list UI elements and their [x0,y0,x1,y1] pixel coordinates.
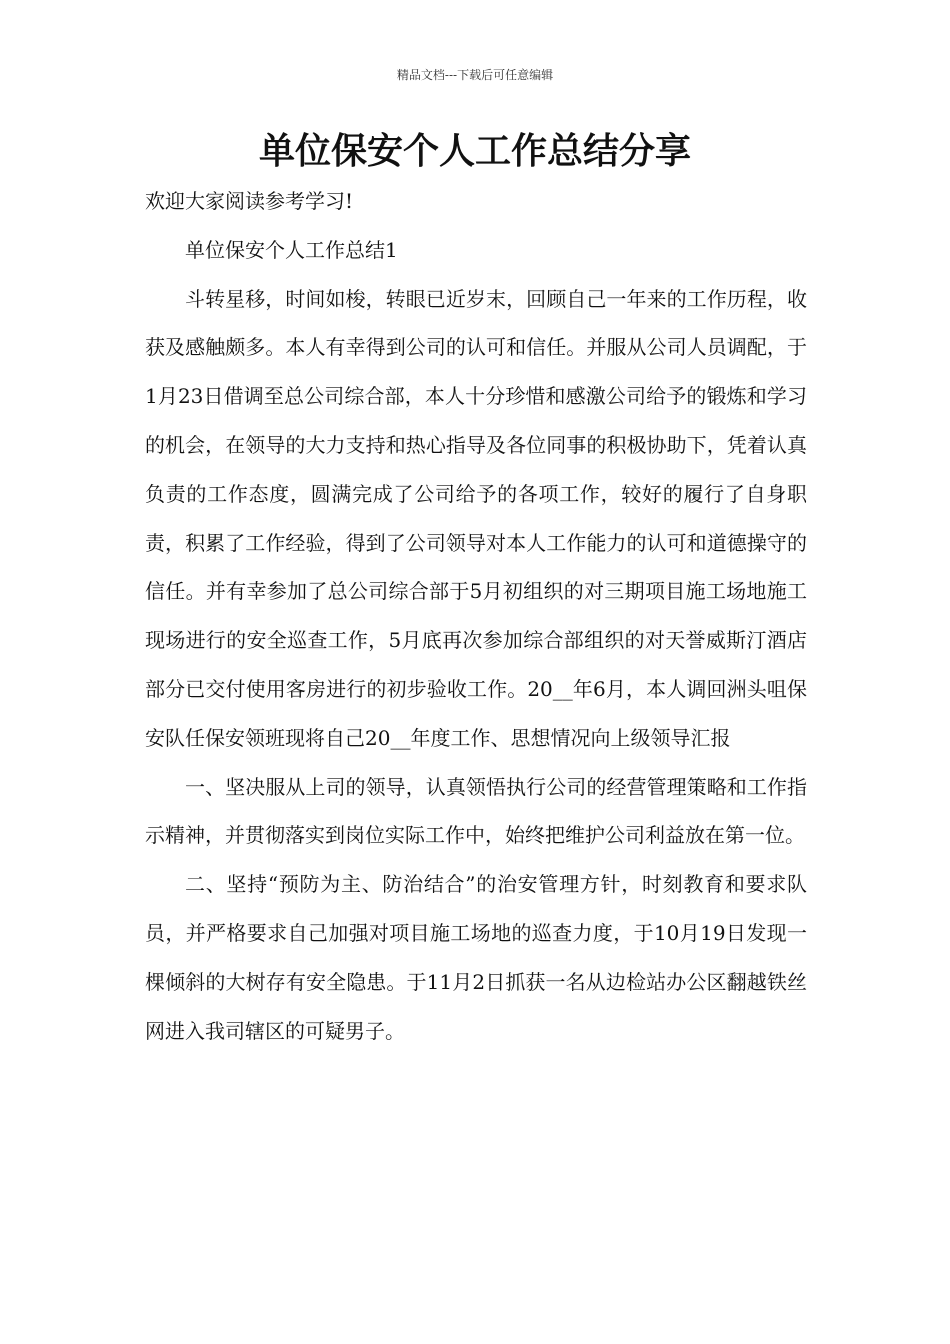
section-heading: 单位保安个人工作总结1 [185,237,398,262]
document-title: 单位保安个人工作总结分享 [258,131,691,172]
body-paragraph: 一、坚决服从上司的领导，认真领悟执行公司的经营管理策略和工作指示精神，并贯彻落实到岗位实际工作中，始终把维护公司利益放在第一位。 [145,774,807,848]
document-body [145,177,807,1055]
header-note: 精品文档---下载后可任意编辑 [396,68,554,82]
intro-line: 欢迎大家阅读参考学习! [145,189,354,213]
body-paragraph: 斗转星移，时间如梭，转眼已近岁末，回顾自己一年来的工作历程，收获及感触颇多。本人有幸得到公司的认可和信任。并服从公司人员调配，于1月23日借调至总公司综合部，本人十分珍惜和感激公司给予的锻炼和学习的机会，在领导的大力支持和热心指导及各位同事的积极协助下，凭着认真负责的工作态度，圆满完成了公司给予的各项工作，较好的履行了自身职责，积累了工作经验，得到了公司领导对本人工作能力的认可和道德操守的信任。并有幸参加了总公司综合部于5月初组织的对三期项目施工场地施工现场进行的安全巡查工作，5月底再次参加综合部组织的对天誉威斯汀酒店部分已交付使用客房进行的初步验收工作。20__年6月，本人调回洲头咀保安队任保安领班现将自己20__年度工作、思想情况向上级领导汇报 [145,286,807,750]
body-paragraph: 二、坚持“预防为主、防治结合”的治安管理方针，时刻教育和要求队员，并严格要求自己加强对项目施工场地的巡查力度，于10月19日发现一棵倾斜的大树存有安全隐患。于11月2日抓获一名从边检站办公区翻越铁丝网进入我司辖区的可疑男子。 [145,872,807,1043]
